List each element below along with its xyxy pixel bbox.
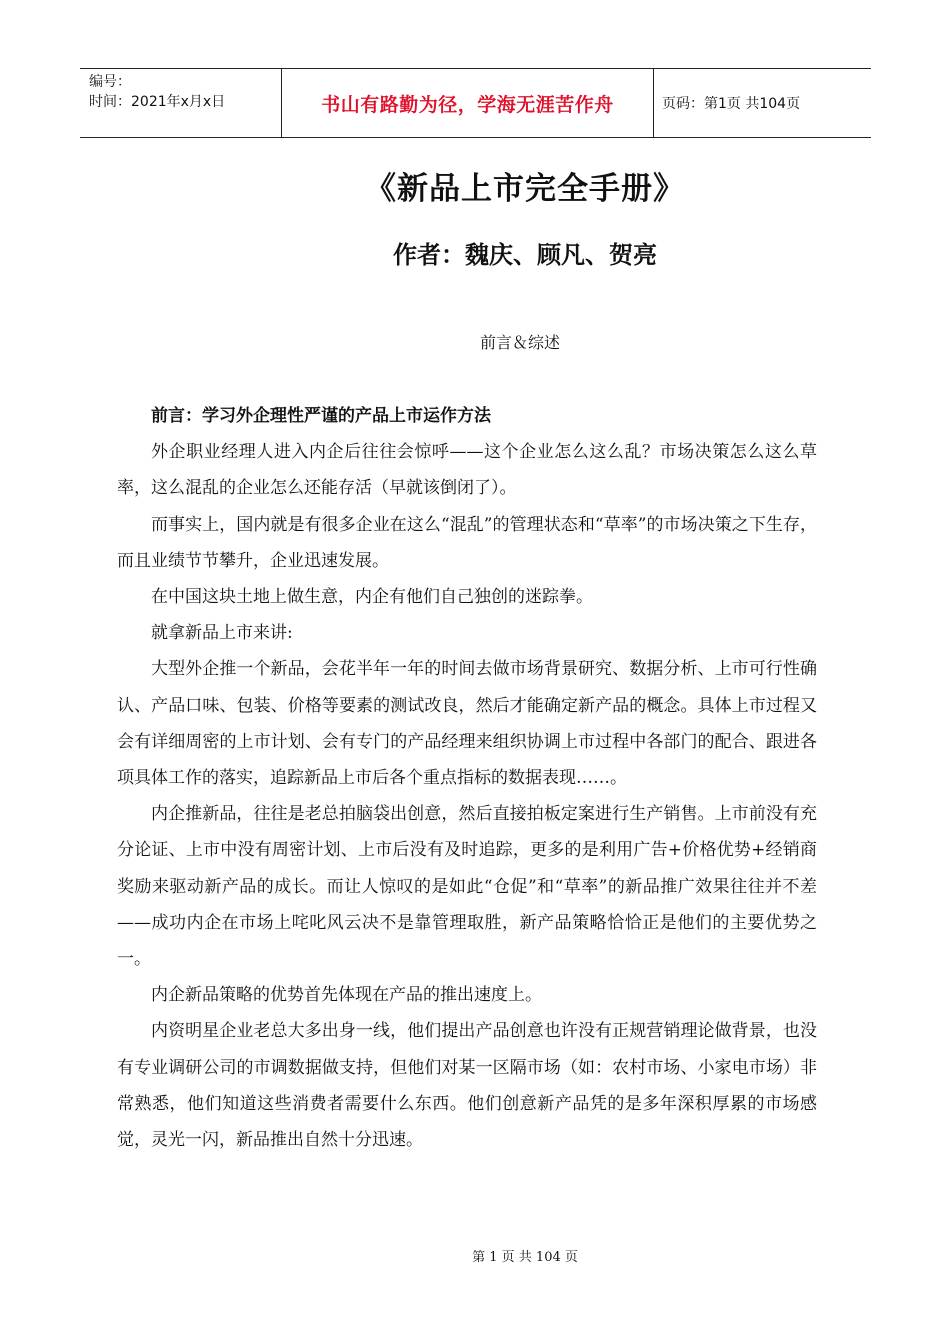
body-paragraph: 在中国这块土地上做生意，内企有他们自己独创的迷踪拳。 xyxy=(151,587,593,608)
preface-heading: 前言：学习外企理性严谨的产品上市运作方法 xyxy=(151,406,491,426)
body-paragraph: 内企新品策略的优势首先体现在产品的推出速度上。 xyxy=(151,985,542,1006)
document-header xyxy=(80,68,871,138)
document-body xyxy=(117,398,817,1158)
header-page-info: 页码：第1页 共104页 xyxy=(662,96,801,112)
body-paragraph: 内资明星企业老总大多出身一线，他们提出产品创意也许没有正规营销理论做背景，也没有专业调研公司的市调数据做支持，但他们对某一区隔市场（如：农村市场、小家电市场）非常熟悉，他们知道这些消费者需要什么东西。他们创意新产品凭的是多年深积厚累的市场感觉，灵光一闪，新品推出自然十分迅速。 xyxy=(117,1021,817,1151)
section-label: 前言＆综述 xyxy=(479,333,560,352)
body-paragraph: 就拿新品上市来讲: xyxy=(151,623,293,644)
header-motto: 书山有路勤为径，学海无涯苦作舟 xyxy=(281,69,654,137)
body-paragraph: 内企推新品，往往是老总拍脑袋出创意，然后直接拍板定案进行生产销售。上市前没有充分论证、上市中没有周密计划、上市后没有及时追踪，更多的是利用广告+价格优势+经销商奖励来驱动新产品的成长。而让人惊叹的是如此“仓促”和“草率”的新品推广效果往往并不差——成功内企在市场上咤叱风云决不是靠管理取胜，新产品策略恰恰正是他们的主要优势之一。 xyxy=(117,804,817,970)
document-authors: 作者：魏庆、顾凡、贺亮 xyxy=(393,241,657,269)
document-title: 《新品上市完全手册》 xyxy=(365,171,685,207)
header-meta-cell xyxy=(80,69,281,137)
body-paragraph: 外企职业经理人进入内企后往往会惊呼——这个企业怎么这么乱？市场决策怎么这么草率，这么混乱的企业怎么还能存活（早就该倒闭了）。 xyxy=(117,442,817,499)
body-paragraph: 大型外企推一个新品，会花半年一年的时间去做市场背景研究、数据分析、上市可行性确认、产品口味、包装、价格等要素的测试改良，然后才能确定新产品的概念。具体上市过程又会有详细周密的上市计划、会有专门的产品经理来组织协调上市过程中各部门的配合、跟进各项具体工作的落实，追踪新品上市后各个重点指标的数据表现……。 xyxy=(117,659,817,789)
body-paragraph: 而事实上，国内就是有很多企业在这么“混乱”的管理状态和“草率”的市场决策之下生存，而且业绩节节攀升，企业迅速发展。 xyxy=(117,514,817,571)
serial-number-label: 编号： xyxy=(89,74,131,90)
date-label: 时间：2021年x月x日 xyxy=(89,94,226,110)
page-footer: 第 1 页 共 104 页 xyxy=(472,1250,578,1265)
